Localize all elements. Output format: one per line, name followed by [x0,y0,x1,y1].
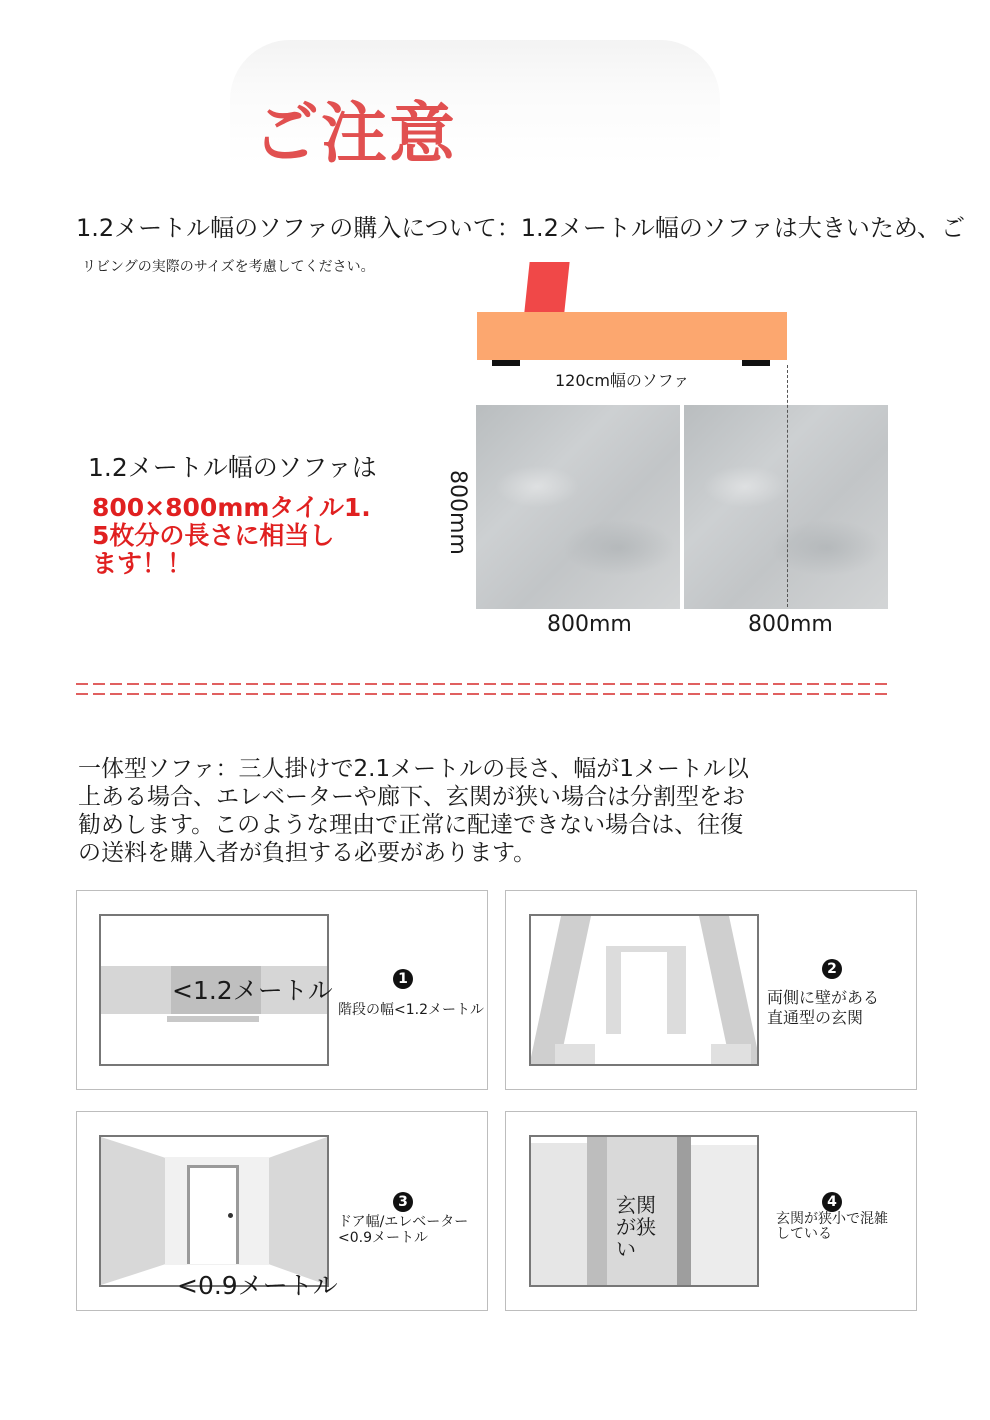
intro-subtext: リビングの実際のサイズを考慮してください。 [82,259,375,275]
sofa-leg-right [742,360,770,366]
door-width-overlay: <0.9メートル [177,1271,338,1300]
narrow-entrance-overlay: 玄関 が狭 い [616,1193,656,1261]
equivalence-highlight [92,494,392,578]
number-badge-2: 2 [822,959,842,979]
hallway-illustration [529,914,759,1066]
door-illustration [99,1135,329,1287]
intro-line: 1.2メートル幅のソファの購入について：1.2メートル幅のソファは大きいため、ご [76,214,965,242]
tile-width-label-1: 800mm [547,612,632,637]
card-stairs [76,890,488,1090]
card-hallway [505,890,917,1090]
hallway-caption-line-2: 直通型の玄関 [767,1008,864,1027]
notice-paragraph [78,755,808,867]
dashed-divider [76,680,891,698]
number-badge-1: 1 [393,969,413,989]
stairs-width-overlay: <1.2メートル [172,976,333,1005]
entrance-caption-line-1: 玄関が狭小で混雑 [776,1211,888,1227]
door-caption-line-2: <0.9メートル [338,1230,428,1246]
equivalence-line: 5枚分の長さに相当し [92,521,335,550]
stairs-caption: 階段の幅<1.2メートル [338,1002,484,1018]
paragraph-line: 一体型ソファ：三人掛けで2.1メートルの長さ、幅が1メートル以 [78,756,749,782]
equivalence-line: 800×800mmタイル1. [92,493,371,522]
page-title: ご注意 [253,95,457,172]
sofa-end-guide-line [787,365,788,607]
number-badge-4: 4 [822,1192,842,1212]
equivalence-heading: 1.2メートル幅のソファは [88,453,377,482]
paragraph-line: 上ある場合、エレベーターや廊下、玄関が狭い場合は分割型をお [78,784,745,810]
card-narrow-entrance [505,1111,917,1311]
hallway-caption-line-1: 両側に壁がある [767,988,880,1007]
entrance-caption-line-2: している [776,1226,832,1242]
sofa-cushion [524,262,569,312]
equivalence-line: ます！！ [92,549,193,578]
paragraph-line: の送料を購入者が負担する必要があります。 [78,840,537,866]
tile-width-label-2: 800mm [748,612,833,637]
tile-height-label: 800mm [445,470,470,555]
sofa-leg-left [492,360,520,366]
door-caption-line-1: ドア幅/エレベーター [338,1214,469,1230]
marble-tile-1 [476,405,680,609]
card-door [76,1111,488,1311]
paragraph-line: 勧めします。このような理由で正常に配達できない場合は、往復 [78,812,744,838]
number-badge-3: 3 [393,1192,413,1212]
marble-tile-2 [684,405,888,609]
sofa-illustration [477,312,787,360]
sofa-width-label: 120cm幅のソファ [555,371,690,390]
